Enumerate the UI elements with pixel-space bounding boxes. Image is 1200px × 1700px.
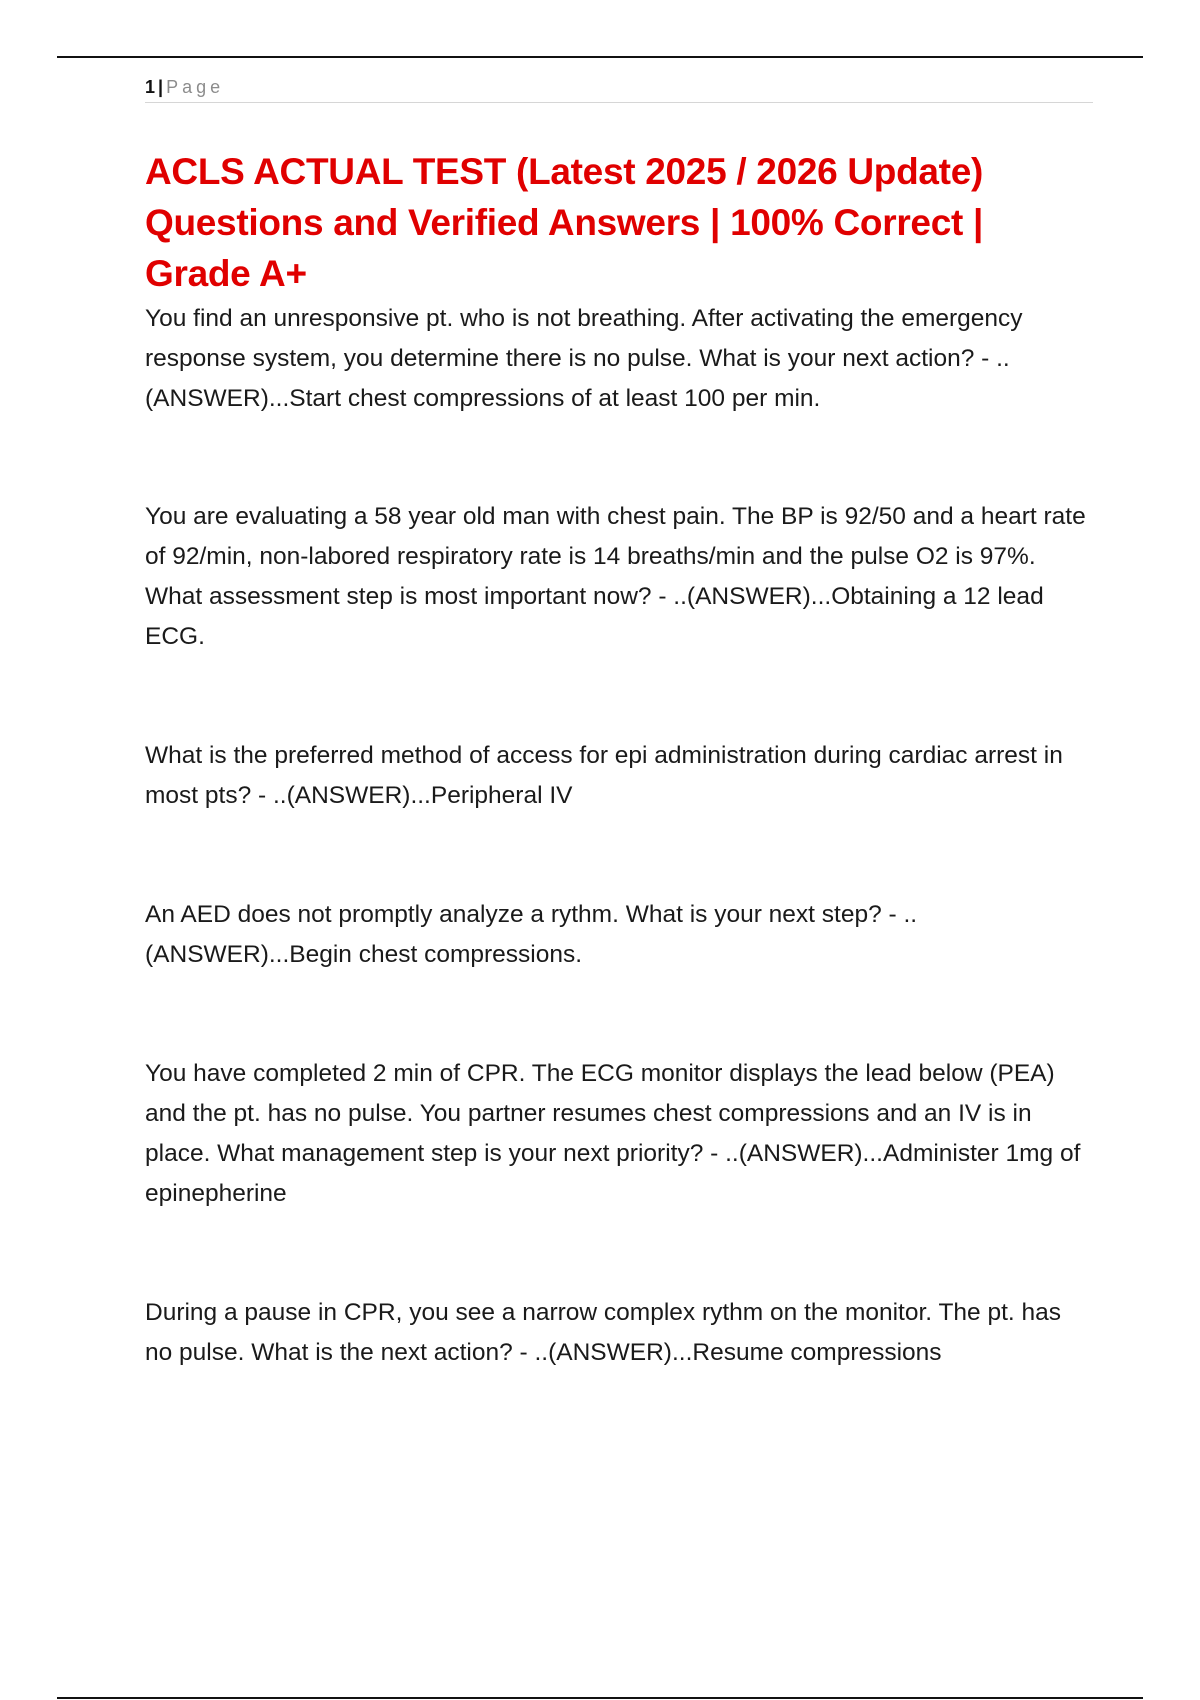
qa-item-2: You are evaluating a 58 year old man with chest pain. The BP is 92/50 and a heart rate of 92/min, non-labored respiratory rate is 14 breaths/min and the pulse O2 is 97%. What assessment step is most important now? - ..(ANSWER)...Obtaining a 12 lead ECG. bbox=[145, 503, 1086, 650]
page-separator: | bbox=[158, 77, 164, 97]
page-number: 1 bbox=[145, 77, 156, 97]
bottom-rule bbox=[57, 1697, 1143, 1699]
document-body bbox=[145, 146, 1095, 1373]
document-title: ACLS ACTUAL TEST (Latest 2025 / 2026 Update) Questions and Verified Answers | 100% Correct | Grade A+ bbox=[145, 151, 984, 294]
qa-item-4: An AED does not promptly analyze a rythm. What is your next step? - ..(ANSWER)...Begin chest compressions. bbox=[145, 901, 918, 968]
top-rule bbox=[57, 56, 1143, 58]
page-label: Page bbox=[166, 77, 225, 97]
page-header bbox=[145, 74, 1093, 103]
qa-item-6: During a pause in CPR, you see a narrow complex rythm on the monitor. The pt. has no pulse. What is the next action? - ..(ANSWER)...Resume compressions bbox=[145, 1299, 1062, 1366]
qa-item-1: You find an unresponsive pt. who is not breathing. After activating the emergency response system, you determine there is no pulse. What is your next action? - ..(ANSWER)...Start chest compressions of at least 100 per min. bbox=[145, 305, 1023, 412]
qa-item-3: What is the preferred method of access for epi administration during cardiac arrest in most pts? - ..(ANSWER)...Peripheral IV bbox=[145, 742, 1063, 809]
qa-item-5: You have completed 2 min of CPR. The ECG monitor displays the lead below (PEA) and the pt. has no pulse. You partner resumes chest compressions and an IV is in place. What management step is your next priority? - ..(ANSWER)...Administer 1mg of epinepherine bbox=[145, 1060, 1081, 1207]
